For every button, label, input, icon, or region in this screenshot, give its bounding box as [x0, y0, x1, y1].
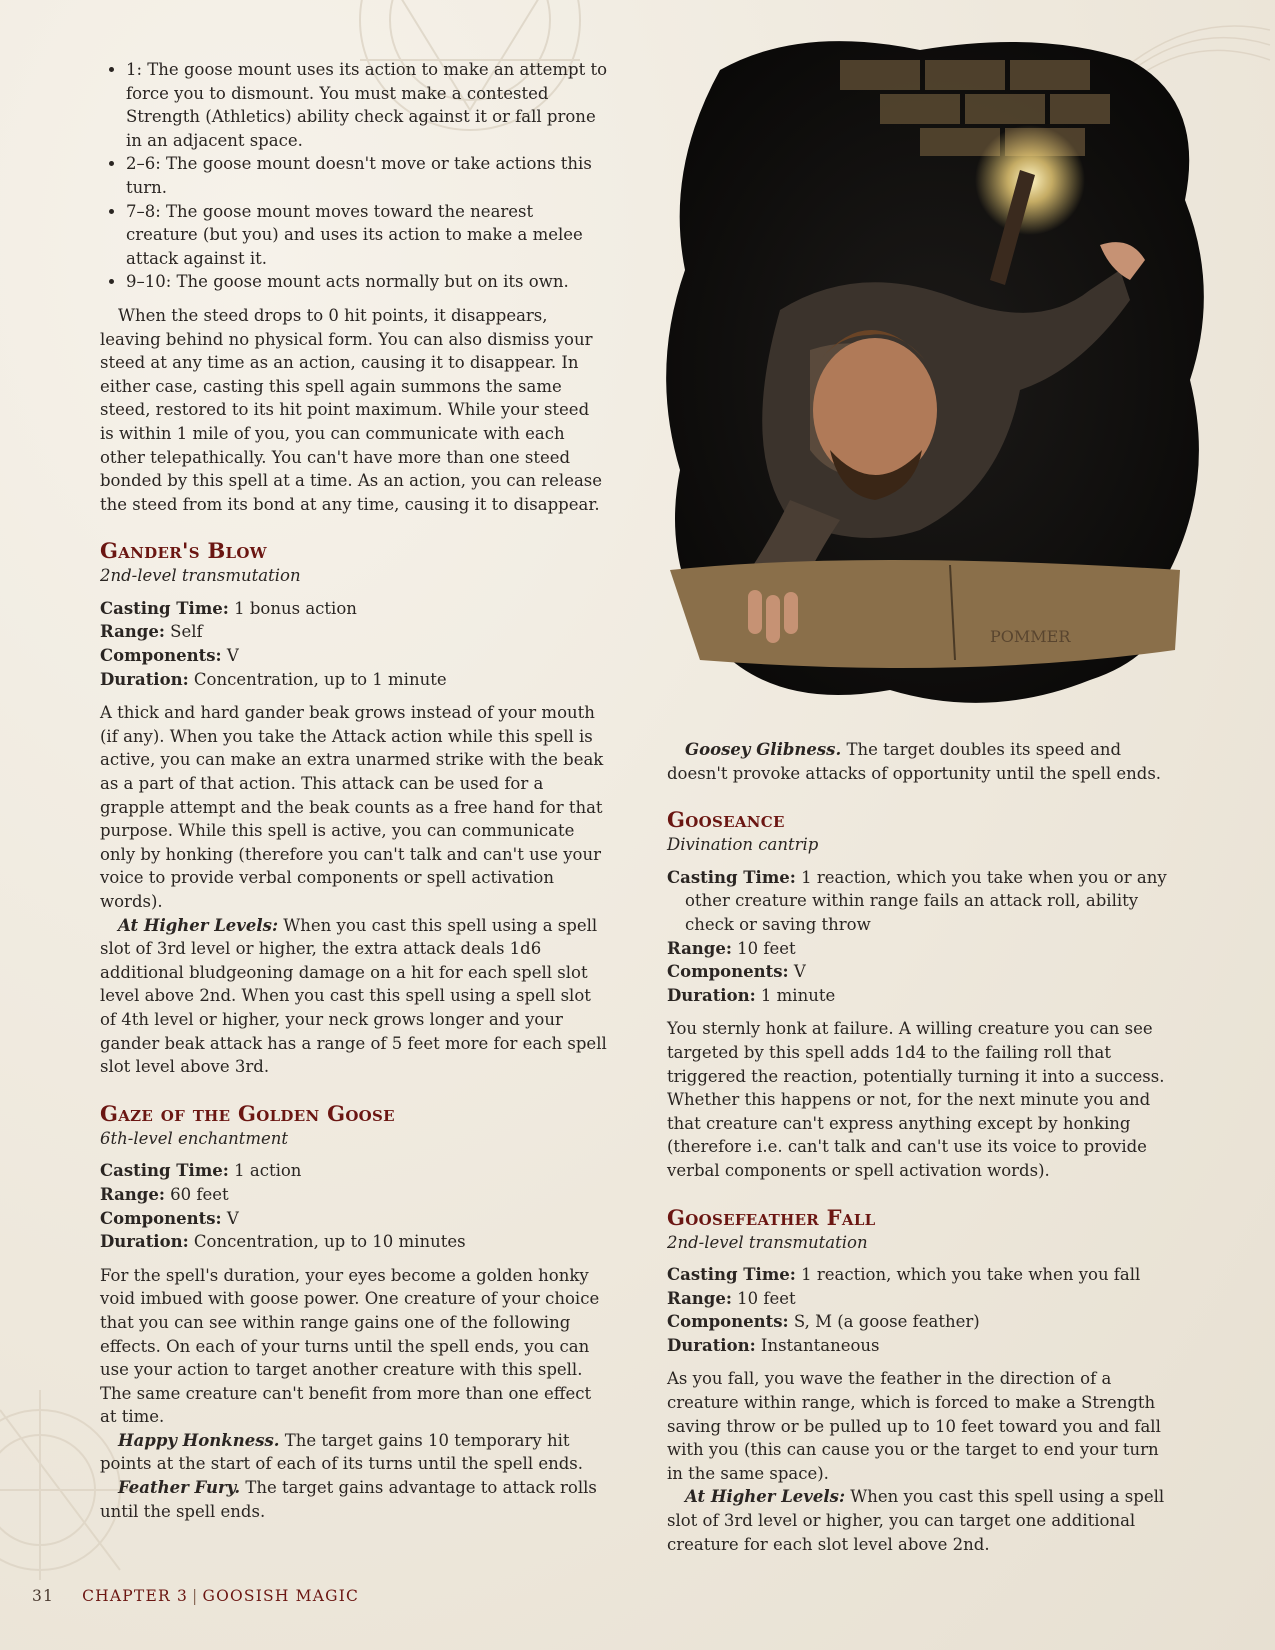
- spell-school: 2nd-level transmutation: [667, 1232, 868, 1252]
- spell-school: Divination cantrip: [667, 835, 819, 855]
- chapter-label: CHAPTER 3: [82, 1587, 189, 1605]
- components-value: V: [226, 646, 239, 666]
- svg-text:POMMER: POMMER: [990, 627, 1071, 646]
- components-value: S, M (a goose feather): [793, 1312, 980, 1332]
- spell-description: A thick and hard gander beak grows instead of your mouth (if any). When you take the Attack action while this spell is active, you can make an extra unarmed strike with the beak as a part of that action. This attack can be used for a grapple attempt and the beak counts as a free hand for that purpose. While this spell is active, you can communicate only by honking (therefore you can't talk and can't use your voice to provide verbal components or spell activation words).: [100, 703, 604, 911]
- range-value: 10 feet: [737, 938, 796, 958]
- higher-levels-text: When you cast this spell using a spell slot of 3rd level or higher, the extra attack deals 1d6 additional bludgeoning damage on a hit for each spell slot level above 2nd. When you cast this spell using a spell slot of 4th level or higher, your neck grows longer and your gander beak attack has a range of 5 feet more for each spell slot level above 3rd.: [100, 915, 607, 1077]
- spell-stats: [667, 1263, 1177, 1357]
- list-item: • 2–6: The goose mount doesn't move or take actions this turn.: [126, 152, 608, 199]
- spell-stats: [100, 1159, 608, 1253]
- page-number: 31: [32, 1587, 55, 1605]
- casting-time-value: 1 bonus action: [234, 598, 357, 618]
- list-item: • 1: The goose mount uses its action to make an attempt to force you to dismount. You must make a contested Strength (Athletics) ability check against it or fall prone in an adjacent space.: [126, 58, 608, 152]
- effect-text: The target gains 10 temporary hit points at the start of each of its turns until the spell ends.: [100, 1430, 584, 1474]
- stat-label: Components:: [100, 1208, 222, 1228]
- stat-label: Casting Time:: [667, 867, 796, 887]
- range-value: 60 feet: [170, 1184, 229, 1204]
- higher-levels-text: When you cast this spell using a spell slot of 3rd level or higher, you can target one additional creature for each slot level above 2nd.: [667, 1487, 1165, 1554]
- effect-text: The target gains advantage to attack rolls until the spell ends.: [100, 1478, 597, 1521]
- stat-label: Range:: [100, 1184, 165, 1204]
- footer-separator: |: [192, 1587, 199, 1605]
- spell-title-gaze-golden-goose: Gaze of the Golden Goose: [100, 1100, 395, 1126]
- spell-description: You sternly honk at failure. A willing creature you can see targeted by this spell adds 1d4 to the failing roll that triggered the reaction, potentially turning it into a success. Whether this happens or not, for the next minute you and that creature can't express anything except by honking (therefore i.e. can't talk and can't use its voice to provide verbal components or spell activation words).: [667, 1019, 1165, 1180]
- list-item: • 9–10: The goose mount acts normally but on its own.: [126, 270, 608, 294]
- stat-label: Casting Time:: [100, 598, 229, 618]
- stat-label: Components:: [667, 962, 789, 982]
- casting-time-value: 1 reaction, which you take when you or any other creature within range fails an attack roll, ability check or saving throw: [685, 867, 1167, 934]
- higher-levels-paragraph: [667, 1485, 1177, 1556]
- spell-stats: [100, 597, 608, 691]
- stat-label: Duration:: [100, 669, 189, 689]
- duration-value: Instantaneous: [760, 1335, 880, 1355]
- effect-paragraph: [100, 1429, 608, 1476]
- dwarf-climbing-illustration: [660, 30, 1232, 710]
- effect-paragraph: [100, 1476, 608, 1523]
- range-value: Self: [170, 622, 203, 642]
- steed-paragraph: When the steed drops to 0 hit points, it disappears, leaving behind no physical form. You can also dismiss your steed at any time as an action, causing it to disappear. In either case, casting this spell again summons the same steed, restored to its hit point maximum. While your steed is within 1 mile of you, you can communicate with each other telepathically. You can't have more than one steed bonded by this spell at a time. As an action, you can release the steed from its bond at any time, causing it to disappear.: [100, 305, 603, 514]
- duration-value: Concentration, up to 1 minute: [193, 669, 447, 689]
- range-value: 10 feet: [737, 1288, 796, 1308]
- section-label: GOOSISH MAGIC: [202, 1587, 360, 1605]
- higher-levels-label: At Higher Levels:: [685, 1487, 846, 1507]
- spell-title-goosefeather-fall: Goosefeather Fall: [667, 1204, 876, 1230]
- higher-levels-label: At Higher Levels:: [118, 915, 279, 935]
- stat-label: Duration:: [667, 1335, 756, 1355]
- effect-paragraph: [667, 738, 1177, 785]
- higher-levels-paragraph: [100, 914, 608, 1079]
- left-column: [100, 58, 608, 1523]
- stat-label: Casting Time:: [100, 1161, 229, 1181]
- right-column: [667, 738, 1177, 1556]
- stat-label: Duration:: [667, 985, 756, 1005]
- page-footer: [32, 1587, 359, 1605]
- stat-label: Casting Time:: [667, 1265, 796, 1285]
- casting-time-value: 1 action: [234, 1161, 302, 1181]
- spell-description: For the spell's duration, your eyes become a golden honky void imbued with goose power. One creature of your choice that you can see within range gains one of the following effects. On each of your turns until the spell ends, you can use your action to target another creature with this spell. The same creature can't benefit from more than one effect at time.: [100, 1265, 600, 1427]
- list-item: • 7–8: The goose mount moves toward the nearest creature (but you) and uses its action to make a melee attack against it.: [126, 200, 608, 271]
- effect-label: Feather Fury.: [118, 1478, 241, 1498]
- duration-value: Concentration, up to 10 minutes: [193, 1232, 466, 1252]
- spell-title-ganders-blow: Gander's Blow: [100, 538, 267, 564]
- spell-school: 6th-level enchantment: [100, 1128, 289, 1148]
- effect-text: The target doubles its speed and doesn't provoke attacks of opportunity until the spell ends.: [667, 740, 1162, 783]
- effect-label: Goosey Glibness.: [685, 740, 842, 759]
- mount-behavior-list: [100, 58, 608, 294]
- components-value: V: [793, 962, 806, 982]
- stat-label: Range:: [100, 622, 165, 642]
- effect-label: Happy Honkness.: [118, 1430, 280, 1450]
- casting-time-value: 1 reaction, which you take when you fall: [801, 1265, 1141, 1285]
- spell-title-gooseance: Gooseance: [667, 807, 785, 833]
- stat-label: Duration:: [100, 1232, 189, 1252]
- stat-label: Components:: [100, 646, 222, 666]
- spell-stats: [667, 866, 1177, 1008]
- stat-label: Range:: [667, 938, 732, 958]
- spell-school: 2nd-level transmutation: [100, 566, 301, 586]
- stat-label: Components:: [667, 1312, 789, 1332]
- stat-label: Range:: [667, 1288, 732, 1308]
- spell-description: As you fall, you wave the feather in the direction of a creature within range, which is forced to make a Strength saving throw or be pulled up to 10 feet toward you and fall with you (this can cause you or the target to end your turn in the same space).: [667, 1369, 1161, 1483]
- components-value: V: [226, 1208, 239, 1228]
- duration-value: 1 minute: [760, 985, 836, 1005]
